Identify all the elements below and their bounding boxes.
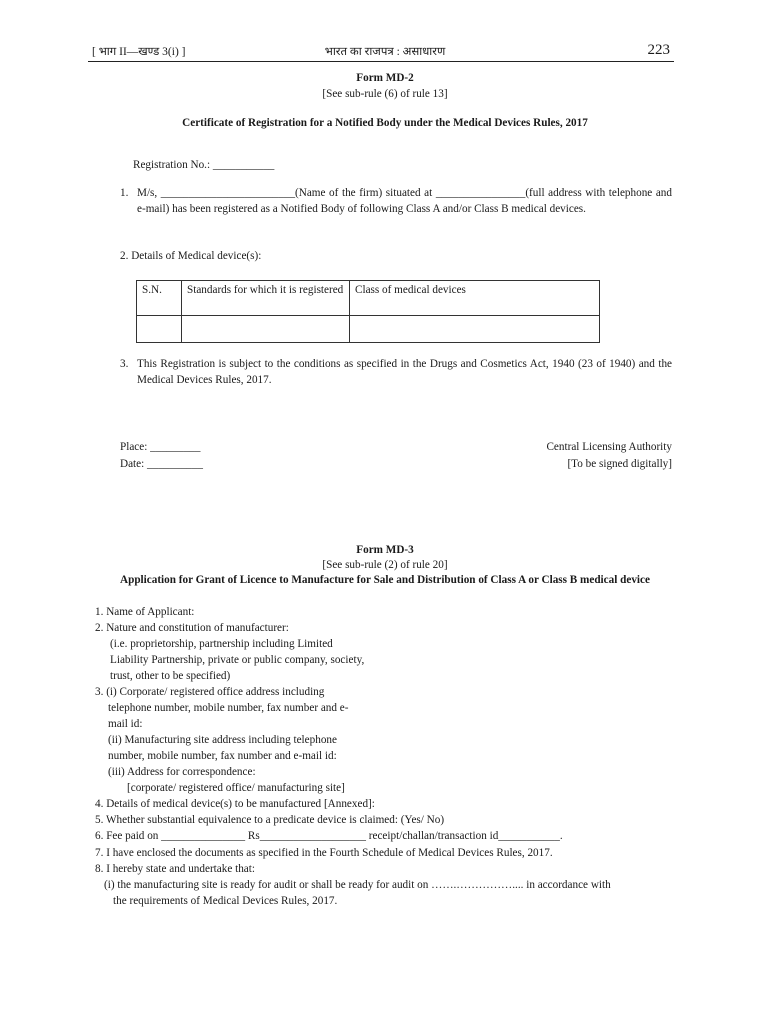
gazette-title: भारत का राजपत्र : असाधारण — [324, 46, 446, 58]
table-header-row — [137, 281, 600, 316]
form-md2-title: Form MD-2 — [356, 72, 414, 84]
md3-line: 8. I hereby state and undertake that: — [95, 863, 255, 875]
table-header-cell: S.N. — [137, 281, 182, 316]
md3-line: 2. Nature and constitution of manufacturer: — [95, 622, 289, 634]
header-section-label: [ भाग II—खण्ड 3(i) ] — [92, 46, 186, 58]
form-md3-heading: Application for Grant of Licence to Manufacture for Sale and Distribution of Class A or Class B medical device — [120, 574, 650, 586]
form-md3-title: Form MD-3 — [356, 544, 414, 556]
md3-line: (i.e. proprietorship, partnership including Limited — [110, 638, 333, 650]
md2-item-1-number: 1. — [120, 187, 129, 199]
table-cell — [350, 316, 600, 343]
md3-line: 7. I have enclosed the documents as specified in the Fourth Schedule of Medical Devices Rules, 2017. — [95, 847, 553, 859]
date-field: Date: __________ — [120, 458, 203, 470]
md2-item-3 — [120, 356, 672, 388]
md3-line: trust, other to be specified) — [110, 670, 231, 682]
table-cell — [137, 316, 182, 343]
page-number: 223 — [647, 42, 670, 58]
md3-line: 6. Fee paid on _______________ Rs___________________ receipt/challan/transaction id___________. — [95, 830, 563, 842]
form-md2-heading: Certificate of Registration for a Notified Body under the Medical Devices Rules, 2017 — [182, 117, 588, 129]
form-md2-subrule: [See sub-rule (6) of rule 13] — [322, 88, 448, 100]
md3-line: number, mobile number, fax number and e-mail id: — [108, 750, 337, 762]
md2-item-1 — [120, 185, 672, 217]
md3-line: telephone number, mobile number, fax number and e- — [108, 702, 349, 714]
md3-line: 4. Details of medical device(s) to be manufactured [Annexed]: — [95, 798, 375, 810]
table-header-cell: Class of medical devices — [350, 281, 600, 316]
place-field: Place: _________ — [120, 441, 201, 453]
md3-line: Liability Partnership, private or public company, society, — [110, 654, 365, 666]
md2-item-2: 2. Details of Medical device(s): — [120, 250, 262, 262]
form-md3-subrule: [See sub-rule (2) of rule 20] — [322, 559, 448, 571]
md3-line: the requirements of Medical Devices Rules, 2017. — [113, 895, 338, 907]
medical-device-table — [136, 280, 600, 343]
md3-line: mail id: — [108, 718, 143, 730]
digital-signature-note: [To be signed digitally] — [567, 458, 672, 470]
md2-item-1-text: M/s, ________________________(Name of the firm) situated at ________________(full address with telephone and e-mail) has been registered as a Notified Body of following Class A and/or Class B medical devices. — [137, 187, 672, 216]
licensing-authority: Central Licensing Authority — [546, 441, 672, 453]
md3-line: (ii) Manufacturing site address including telephone — [108, 734, 337, 746]
md3-line: (iii) Address for correspondence: — [108, 766, 256, 778]
registration-number: Registration No.: ___________ — [133, 159, 275, 171]
md3-line: [corporate/ registered office/ manufacturing site] — [127, 782, 345, 794]
table-cell — [182, 316, 350, 343]
md3-line: 5. Whether substantial equivalence to a predicate device is claimed: (Yes/ No) — [95, 814, 445, 826]
md2-item-3-number: 3. — [120, 358, 129, 370]
table-header-cell: Standards for which it is registered — [182, 281, 350, 316]
md3-line: 1. Name of Applicant: — [95, 606, 195, 618]
md3-line: (i) the manufacturing site is ready for audit or shall be ready for audit on …….…………….... in accordance with — [104, 879, 611, 891]
md3-line: 3. (i) Corporate/ registered office address including — [95, 686, 325, 698]
header-divider — [88, 61, 674, 62]
table-row — [137, 316, 600, 343]
md2-item-3-text: This Registration is subject to the conditions as specified in the Drugs and Cosmetics Act, 1940 (23 of 1940) and the Medical Devices Rules, 2017. — [137, 358, 672, 387]
